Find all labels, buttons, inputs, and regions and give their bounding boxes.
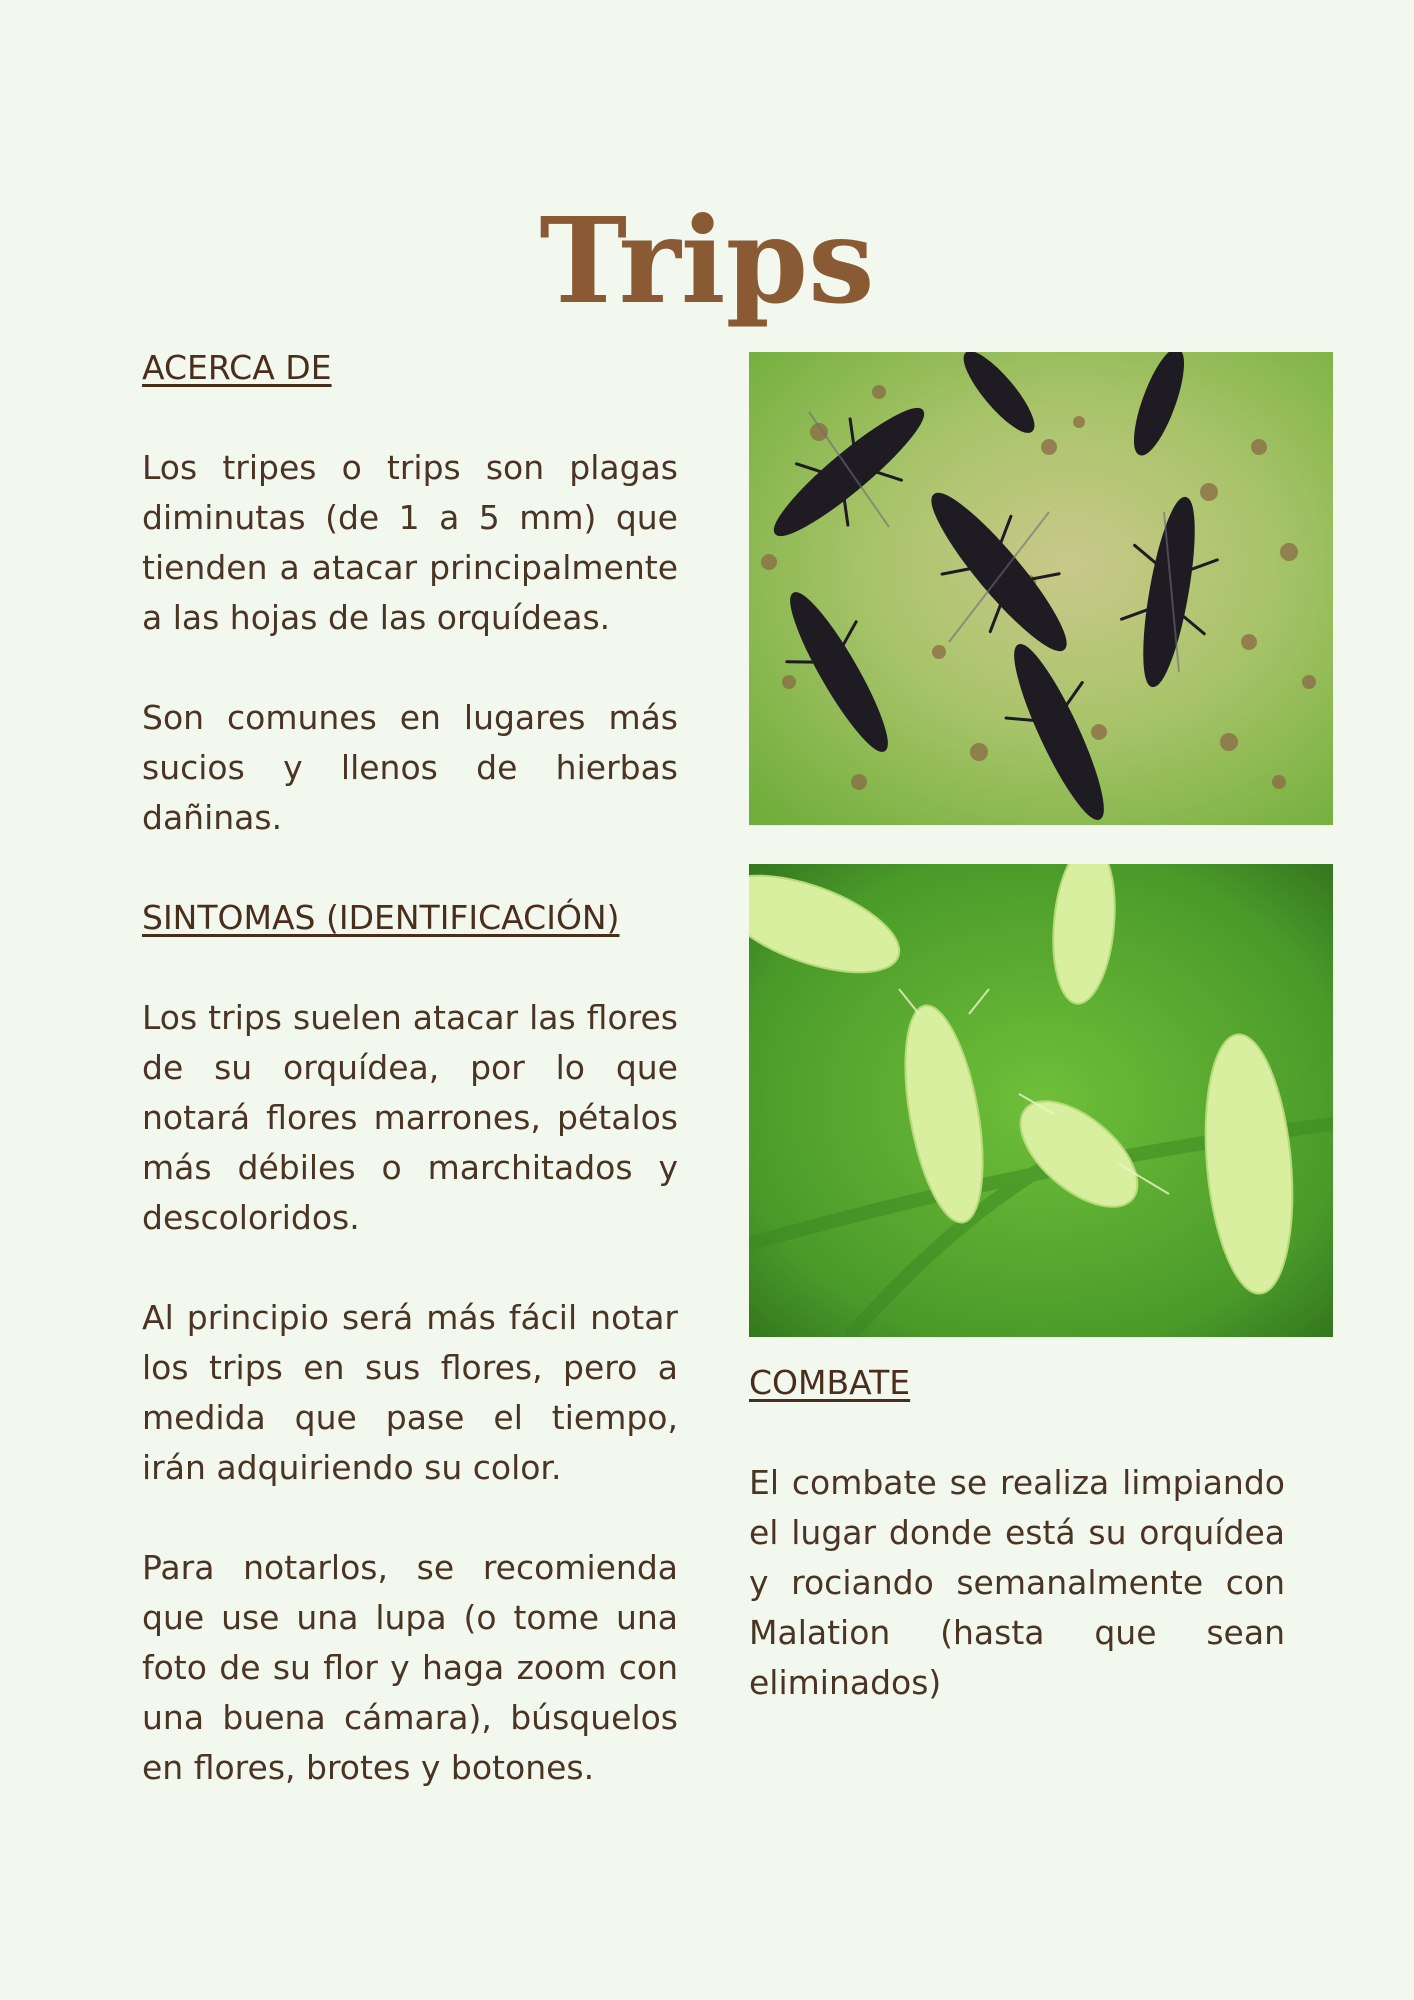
combat-paragraph-1: El combate se realiza limpiando el lugar donde está su orquídea y rociando semanalmente con Malation (hasta que sean eliminados) bbox=[749, 1463, 1285, 1702]
about-paragraph-2: Son comunes en lugares más sucios y llenos de hierbas dañinas. bbox=[142, 698, 678, 837]
right-column bbox=[749, 1358, 1285, 1708]
about-paragraph-1: Los tripes o trips son plagas diminutas (de 1 a 5 mm) que tienden a atacar principalmente a las hojas de las orquídeas. bbox=[142, 448, 678, 637]
combat-heading: COMBATE bbox=[749, 1363, 911, 1402]
left-column bbox=[142, 343, 678, 1793]
dark-thrips-photo bbox=[749, 352, 1333, 825]
page-title: Trips bbox=[539, 191, 875, 331]
about-heading: ACERCA DE bbox=[142, 348, 332, 387]
symptoms-paragraph-1: Los trips suelen atacar las flores de su orquídea, por lo que notará flores marrones, pétalos más débiles o marchitados y descoloridos. bbox=[142, 998, 678, 1237]
symptoms-paragraph-2: Al principio será más fácil notar los trips en sus flores, pero a medida que pase el tiempo, irán adquiriendo su color. bbox=[142, 1298, 678, 1487]
green-thrips-photo bbox=[749, 864, 1333, 1337]
symptoms-paragraph-3: Para notarlos, se recomienda que use una lupa (o tome una foto de su flor y haga zoom con una buena cámara), búsquelos en flores, brotes y botones. bbox=[142, 1548, 678, 1787]
symptoms-heading: SINTOMAS (IDENTIFICACIÓN) bbox=[142, 898, 620, 937]
